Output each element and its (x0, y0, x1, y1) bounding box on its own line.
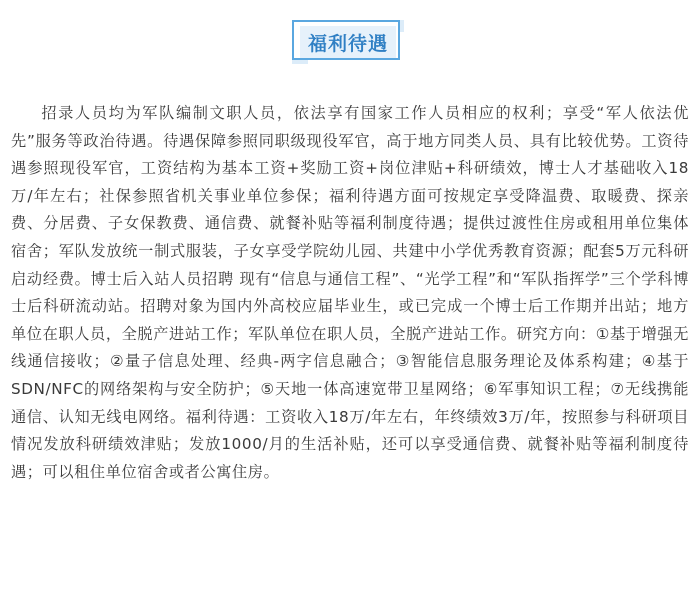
badge-fill (300, 26, 396, 58)
section-title: 福利待遇 (307, 32, 388, 55)
section-header (0, 20, 700, 64)
title-badge (292, 20, 404, 64)
article-paragraph: 招录人员均为军队编制文职人员，依法享有国家工作人员相应的权利；享受“军人依法优先”服务等政治待遇。待遇保障参照同职级现役军官，高于地方同类人员、具有比较优势。工资待遇参照现役军官，工资结构为基本工资+奖励工资+岗位津贴+科研绩效，博士人才基础收入18万/年左右；社保参照省机关事业单位参保；福利待遇方面可按规定享受降温费、取暖费、探亲费、分居费、子女保教费、通信费、就餐补贴等福利制度待遇；提供过渡性住房或租用单位集体宿舍；军队发放统一制式服装，子女享受学院幼儿园、共建中小学优秀教育资源；配套5万元科研启动经费。博士后入站人员招聘 现有“信息与通信工程”、“光学工程”和“军队指挥学”三个学科博士后科研流动站。招聘对象为国内外高校应届毕业生，或已完成一个博士后工作期并出站；地方单位在职人员，全脱产进站工作；军队单位在职人员，全脱产进站工作。研究方向：①基于增强无线通信接收；②量子信息处理、经典-两字信息融合；③智能信息服务理论及体系构建；④基于SDN/NFC的网络架构与安全防护；⑤天地一体高速宽带卫星网络；⑥军事知识工程；⑦无线携能通信、认知无线电网络。福利待遇：工资收入18万/年左右，年终绩效3万/年，按照参与科研项目情况发放科研绩效津贴；发放1000/月的生活补贴，还可以享受通信费、就餐补贴等福利制度待遇；可以租住单位宿舍或者公寓住房。 (11, 104, 689, 481)
